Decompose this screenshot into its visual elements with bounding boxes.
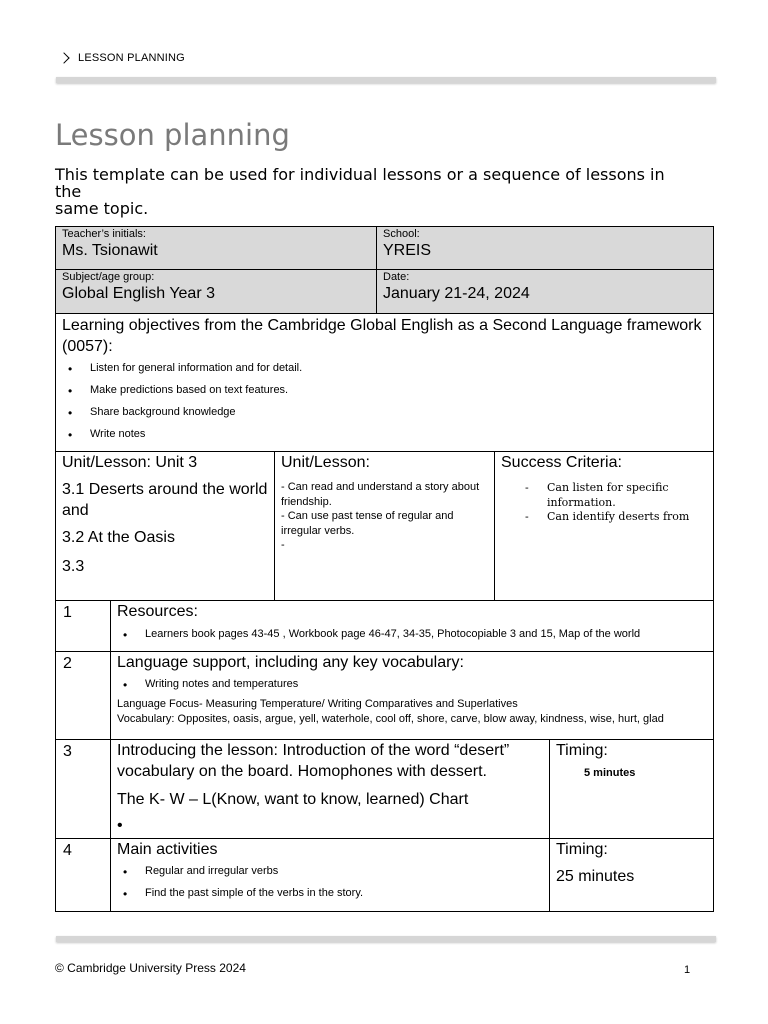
dash-icon: - [525, 481, 529, 494]
teacher-value: Ms. Tsionawit [62, 242, 158, 259]
list-item: • Learners book pages 43-45 , Workbook page 46-47, 34-35, Photocopiable 3 and 15, Map of the world [117, 628, 707, 640]
subject-value: Global English Year 3 [62, 285, 215, 302]
success-cell [494, 451, 714, 601]
subject-cell [55, 269, 377, 314]
footer-divider [56, 936, 716, 942]
school-cell [376, 226, 714, 270]
copyright-text: © Cambridge University Press 2024 [55, 961, 246, 975]
resources-list [117, 628, 707, 640]
date-value: January 21-24, 2024 [383, 285, 530, 302]
row-number: 2 [63, 655, 72, 672]
date-label: Date: [383, 271, 410, 283]
timing-label: Timing: [556, 841, 608, 858]
subject-label: Subject/age group: [62, 271, 155, 283]
language-support-heading: Language support, including any key vocabulary: [117, 654, 464, 671]
intro-timing-cell [549, 739, 714, 839]
breadcrumb-label: LESSON PLANNING [78, 52, 185, 64]
timing-value: 25 minutes [556, 868, 635, 885]
language-focus-text: Language Focus- Measuring Temperature/ Writing Comparatives and Superlatives [117, 698, 518, 710]
row-number: 3 [63, 743, 72, 760]
list-item: • Share background knowledge [62, 406, 707, 428]
unit-label: Unit/Lesson: Unit 3 [62, 454, 198, 471]
main-activities-heading: Main activities [117, 841, 218, 858]
main-activities-cell [110, 838, 550, 912]
row-number-cell [55, 651, 111, 740]
date-cell [376, 269, 714, 314]
unit-line: 3.1 Deserts around the world and [62, 481, 268, 519]
chevron-right-icon [58, 52, 69, 63]
list-item: • Regular and irregular verbs [117, 865, 543, 887]
lesson-label: Unit/Lesson: [281, 454, 370, 471]
header-divider [56, 77, 716, 83]
breadcrumb [60, 52, 185, 64]
success-item: - Can listen for specific information. [525, 481, 669, 509]
row-number: 4 [63, 842, 72, 859]
teacher-cell [55, 226, 377, 270]
resources-heading: Resources: [117, 603, 198, 620]
unit-line: 3.3 [62, 558, 85, 575]
list-item: • Listen for general information and for detail. [62, 362, 707, 384]
dash-icon: - [525, 510, 529, 523]
vocabulary-text: Vocabulary: Opposites, oasis, argue, yell, waterhole, cool off, shore, carve, blow away, kindness, wise, hurt, glad [117, 712, 664, 725]
school-label: School: [383, 228, 420, 240]
language-support-list [117, 678, 707, 690]
row-number: 1 [63, 604, 72, 621]
lesson-line: - [281, 539, 285, 551]
lesson-line: - Can read and understand a story about friendship. [281, 481, 480, 508]
school-value: YREIS [383, 242, 432, 259]
page-title: Lesson planning [55, 118, 290, 152]
intro-cell [110, 739, 550, 839]
objectives-heading: Learning objectives from the Cambridge Global English as a Second Language framework (0057): [62, 317, 702, 355]
timing-label: Timing: [556, 742, 608, 759]
row-number-cell [55, 838, 111, 912]
list-item: • Make predictions based on text features. [62, 384, 707, 406]
page-subtitle: This template can be used for individual lessons or a sequence of lessons in the same topic. [55, 165, 665, 218]
timing-value: 5 minutes [584, 767, 636, 779]
list-item: • Writing notes and temperatures [117, 678, 707, 690]
row-number-cell [55, 739, 111, 839]
intro-heading: Introducing the lesson: Introduction of the word “desert” vocabulary on the board. Homophones with dessert. [117, 742, 510, 780]
objectives-list [62, 362, 707, 450]
list-item: • Write notes [62, 428, 707, 450]
main-activities-list [117, 865, 543, 909]
resources-cell [110, 600, 714, 652]
unit-cell [55, 451, 275, 601]
main-timing-cell [549, 838, 714, 912]
success-label: Success Criteria: [501, 454, 622, 471]
intro-text: The K- W – L(Know, want to know, learned) Chart [117, 791, 469, 808]
success-item: - Can identify deserts from [525, 510, 690, 523]
unit-line: 3.2 At the Oasis [62, 529, 175, 546]
row-number-cell [55, 600, 111, 652]
objectives-cell [55, 313, 714, 452]
empty-bullet-icon: • [117, 817, 123, 834]
lesson-cell [274, 451, 495, 601]
language-support-cell [110, 651, 714, 740]
list-item: • Find the past simple of the verbs in the story. [117, 887, 543, 909]
teacher-label: Teacher’s initials: [62, 228, 146, 240]
lesson-line: - Can use past tense of regular and irregular verbs. [281, 510, 454, 537]
page-number: 1 [684, 964, 691, 976]
